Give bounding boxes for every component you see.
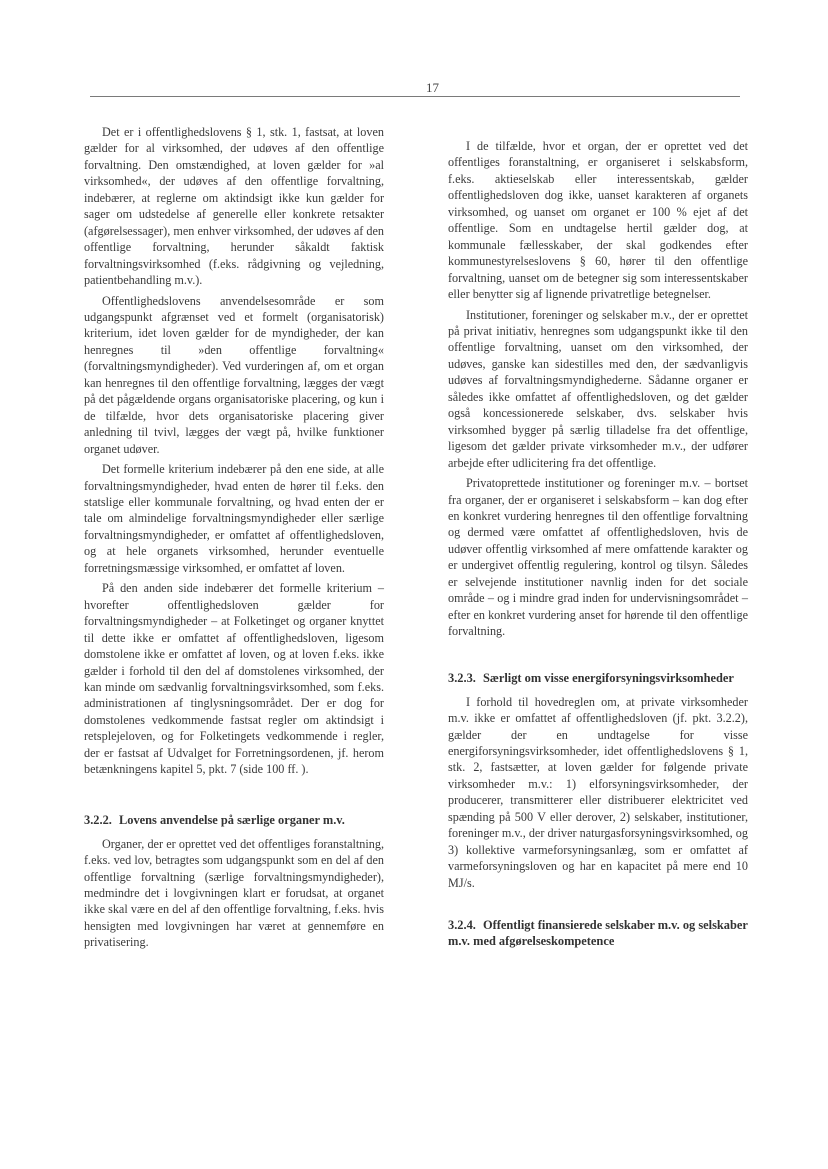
left-column: [84, 124, 384, 955]
section-number: 3.2.4.: [448, 918, 476, 933]
section-heading-3-2-3: [448, 670, 748, 686]
section-heading-3-2-4: [448, 917, 748, 949]
paragraph: Organer, der er oprettet ved det offentliges foranstaltning, f.eks. ved lov, betragtes som udgangspunkt som en del af den offentlige forvaltning (særlige forvaltningsmyndigheder), medmindre det i lovgivningen klart er forudsat, at organet ikke skal være en del af den offentlige forvaltning, f.eks. hvis hensigten med lovgivningen har været at gennemføre en privatisering.: [84, 836, 384, 950]
paragraph: Det formelle kriterium indebærer på den ene side, at alle forvaltningsmyndigheder, hvad enten de hører til f.eks. den statslige eller kommunale forvaltning, og hvad enten der er tale om almindelige forvaltningsmyndigheder eller særlige forvaltningsmyndigheder, er omfattet af offentlighedsloven, og at hele organets virksomhed, herunder eventuelle forretningsmæssige virksomhed, er omfattet af loven.: [84, 462, 384, 575]
paragraph: I de tilfælde, hvor et organ, der er oprettet ved det offentliges foranstaltning, er organiseret i selskabsform, f.eks. aktieselskab eller interessentskab, gælder offentlighedsloven dog ikke, uanset karakteren af organets virksomhed, og uanset om organet er 100 % ejet af det offentlige. Som en undtagelse hertil gælder dog, at kommunale fællesskaber, der skal godkendes efter kommunestyrelseslovens § 60, hører til den offentlige forvaltning, uanset om de betegner sig som interessentskaber eller benytter sig af lignende privatretlige betegnelser.: [448, 139, 748, 302]
section-title: Lovens anvendelse på særlige organer m.v.: [119, 812, 345, 827]
section-number: 3.2.2.: [84, 812, 112, 827]
paragraph: På den anden side indebærer det formelle kriterium – hvorefter offentlighedsloven gælder for forvaltningsmyndigheder – at Folketinget og organer knyttet til dette ikke er omfattet af offentlighedsloven, ligesom domstolene ikke er omfattet af loven, og at loven f.eks. ikke gælder i forhold til den del af domstolenes virksomhed, der kan minde om sædvanlig forvaltningsvirksomhed, som f.eks. administrationen af tinglysningsområdet. Der er dog for domstolenes vedkommende fastsat regler om aktindsigt i retsplejeloven, og for Folketingets vedkommende i regler, der er fastsat af Udvalget for Forretningsordenen, jf. herom betænkningens kapitel 5, pkt. 7 (side 100 ff. ).: [84, 581, 384, 777]
right-column: [448, 138, 748, 957]
paragraph: Det er i offentlighedslovens § 1, stk. 1, fastsat, at loven gælder for al virksomhed, der udøves af den offentlige forvaltning. Den omstændighed, at loven gælder for »al virksomhed«, der udøves af den offentlige forvaltning, indebærer, at reglerne om aktindsigt ikke kun gælder for sager om udstedelse af generelle eller konkrete retsakter (afgørelsessager), men enhver virksomhed, der udøves af den offentlige forvaltning, herunder såkaldt faktisk forvaltningsvirksomhed (f.eks. rådgivning og vejledning, patientbehandling m.v.).: [84, 125, 384, 288]
section-heading-3-2-2: [84, 812, 384, 828]
paragraph: Privatoprettede institutioner og foreninger m.v. – bortset fra organer, der er organiseret i selskabsform – kan dog efter en konkret vurdering henregnes til den offentlige forvaltning og dermed være omfattet af offentlighedsloven, hvis de udøver offentlig virksomhed af mere omfattende karakter og er undergivet offentlig regulering, kontrol og tilsyn. Således er selvejende institutioner navnlig inden for det sociale område – og i mindre grad inden for undervisningsområdet – efter en konkret vurdering anset for hørende til den offentlige forvaltning.: [448, 476, 748, 639]
section-title: Særligt om visse energiforsyningsvirksomheder: [483, 670, 734, 685]
paragraph: Offentlighedslovens anvendelsesområde er som udgangspunkt afgrænset ved et formelt (organisatorisk) kriterium, idet loven gælder for de myndigheder, der kan henregnes til »den offentlige forvaltning« (forvaltningsmyndigheder). Ved vurderingen af, om et organ kan henregnes til den offentlige forvaltning, lægges der vægt på det pågældende organs organisatoriske placering, og kun i de tilfælde, hvor dets organisatoriske placering giver anledning til tvivl, lægges der vægt på, hvilke funktioner organet udøver.: [84, 293, 384, 456]
header-rule: [90, 96, 740, 97]
section-number: 3.2.3.: [448, 670, 476, 685]
section-title: Offentligt finansierede selskaber m.v. og selskaber m.v. med afgørelseskompetence: [448, 918, 748, 949]
paragraph: I forhold til hovedreglen om, at private virksomheder m.v. ikke er omfattet af offentlighedsloven (jf. pkt. 3.2.2), gælder der en undtagelse for visse energiforsyningsvirksomheder, idet offentlighedslovens § 1, stk. 2, fastsætter, at loven gælder for følgende private virksomheder m.v.: 1) elforsyningsvirksomheder, der producerer, transmitterer eller distribuerer elektricitet ved spænding på 500 V eller derover, 2) selskaber, institutioner, foreninger m.v., der driver naturgasforsyningsvirksomhed, og 3) kollektive varmeforsyningsanlæg, som er omfattet af varmeforsyningsloven og har en kapacitet på mere end 10 MJ/s.: [448, 694, 748, 890]
paragraph: Institutioner, foreninger og selskaber m.v., der er oprettet på privat initiativ, henregnes som udgangspunkt ikke til den offentlige forvaltning, uanset om den virksomhed, der udøves, ganske kan sidestilles med den, der sædvanligvis udøves af forvaltningsmyndighederne. Sådanne organer er således ikke omfattet af offentlighedsloven, og det gælder også koncessionerede selskaber, dvs. selskaber hvis virksomhed bygger på særlig tilladelse fra det offentlige, ligesom det gælder private virksomheder m.v., der udfører arbejde efter udlicitering fra det offentlige.: [448, 307, 748, 470]
page-number: 17: [426, 80, 439, 95]
